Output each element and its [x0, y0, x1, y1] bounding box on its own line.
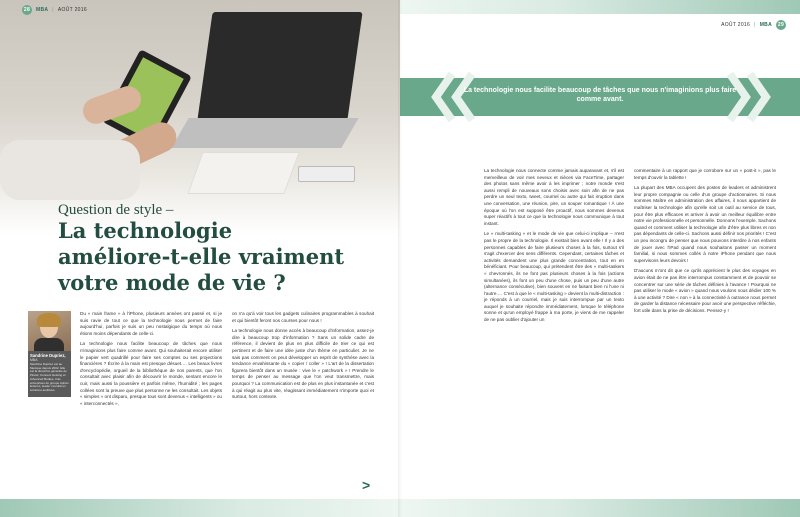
magazine-name: MBA: [759, 22, 772, 28]
spread-gutter: [398, 0, 402, 517]
left-folio: 28 MBA | AOÛT 2016: [23, 7, 87, 13]
right-page: [400, 0, 800, 517]
next-page-arrow-icon[interactable]: >: [362, 477, 371, 493]
left-column-1: Du « main frame » à l'iPhone, plusieurs années ont passé et, si je suis ravie de tout ce que la technologie nous permet de faire aujourd'hui, parfois je suis un peu nostalgique du temps où nous étions moins dépendants de celle-ci. La technologie nous facilite beaucoup de tâches que nous n'imaginions plus faire comme avant. Qui souhaiterait encore utiliser le papier vert quadrillé pour faire ses comptes ou ses projections financières ? Écrire à la main est presque désuet.… Les beaux livres d'encyclopédie, orgueil de la bibliothèque de nos parents, que l'on consultait avec plaisir afin de découvrir le monde, sentant encore le cuir, mais aussi la poussière et parfois même, l'humidité ; les pages collées sont la preuve que plus personne ne les consultait. Les objets « simples » ont disparu, presque tous sont devenus « intelligents » ou « interconnectés »,: [80, 311, 222, 406]
issue-date: AOÛT 2016: [57, 7, 87, 13]
article-kicker: Question de style –: [58, 202, 174, 218]
author-photo: [28, 311, 71, 351]
right-top-band: [400, 0, 800, 14]
right-column-2: commentaire à un rapport que je corrobore sur un « post-it », pas le temps d'ouvrir la tablette ! La plupart des MBA occupent des postes de leaders et administrent leur propre compagnie ou celle d'un groupe d'actionnaires. Si nous sommes Maître en administration des affaires, il nous appartient de maîtriser la technologie afin qu'elle soit un outil au service de tous, pour être plus efficaces et arriver à avoir un meilleur équilibre entre notre vie professionnelle et personnelle. Donnons l'exemple. Sachons quand et comment utiliser la technologie afin d'être plus libres et non pas dépendants de celle-ci. Sachons aussi définir nos priorités ! C'est un peu incongru de penser que nous pouvons interdire à nos enfants de jouer avec l'iPad quand nous souhaitons passer un moment familial, si nous sommes collés à notre iPhone pendant que nous supervisons leurs devoirs ! D'aucuns m'ont dit que ce qu'ils apprécient le plus des voyages en avion était de ne pas être interrompus constamment et de pouvoir se concentrer sur une série de tâches définies à l'avance ! Pourquoi ne pas utiliser le mode « avion » quand nous voulons nous dédier 100 % à une activité ? Dire « non » à la connectivité à outrance nous permet de garder la distance nécessaire pour avoir une perspective réfléchie, fort utile dans la prise de décisions. Pensez-y !: [634, 168, 776, 313]
author-bio: Sandrine Dupriez est au Mexique depuis 2002. Elle est la directrice générale de Pluriel, Connect Hosting et Advanced Bodies, trois entreprises du groupe Aplicio Enteros, leader mondial en solutions auditives.: [30, 362, 69, 392]
magazine-name: MBA: [36, 7, 49, 13]
page-number: 28: [23, 7, 31, 13]
page-number: 29: [777, 22, 785, 28]
article-title: La technologie améliore-t-elle vraiment votre mode de vie ?: [58, 218, 345, 295]
hero-photo: [0, 0, 400, 235]
pull-quote: La technologie nous facilite beaucoup de tâches que nous n'imaginions plus faire comme avant.: [463, 87, 737, 103]
author-role: MBA: [30, 358, 38, 362]
right-folio: AOÛT 2016 | MBA 29: [721, 22, 785, 28]
right-bottom-band: [400, 499, 800, 517]
left-bottom-band: [0, 499, 400, 517]
issue-date: AOÛT 2016: [721, 22, 751, 28]
author-name: Sandrine Dupriez,: [30, 353, 66, 358]
author-box: [28, 351, 71, 397]
right-column-1: La technologie nous connecte comme jamais auparavant et, s'il est merveilleux de voir mes neveux et nièces via FaceTime, partager des photos sans même avoir à les imprimer ; notre monde s'est aussi rempli de nouveaux sons choisis avec soin afin de ne pas perdre un seul texto, tweet, courriel ou autre qui fait irruption dans une conversation, une réunion, pire, un souper romantique ! À une époque où l'on est supposé être proactif, nous sommes devenus super réactifs à tout ce que la technologie nous communique à tout instant. Le « multi-tasking » et le mode de vie que celui-ci implique – n'est pas le propre de la technologie. Il existait bien avant elle ! Il y a des personnes capables de faire plusieurs choses à la fois, surtout s'il s'agit d'exercer des sens différents. Cependant, certaines tâches et activités demandent une plus grande concentration, tout en en bénéficiant. Pour beaucoup, qui prétendent être des « multi-taskers » chevronnés, ils ne font pas plusieurs choses à la fois (actions simultanées), ils font un peu d'une chose, puis un peu d'une autre (alternance consécutive), bien souvent en ne faisant bien ni l'une ni l'autre.… C'est à que le « multi-tasking » devient la multi-distraction : je réponds à un courriel, mais je suis interrompue par un texto auquel je souhaite répondre immédiatement, lorsque le téléphone sonne et qu'un employé frappe à ma porte, je viens de me rappeler de ne pas oublier d'ajouter un: [484, 168, 624, 323]
left-column-2: on n'a qu'à voir tous les gadgets culinaires programmables à souhait et qui bientôt feront nos courses pour nous ! La technologie nous donne accès à beaucoup d'information, assez-je dire à beaucoup trop d'information ? Sans un solide cadre de référence, il devient de plus en plus difficile de trier ce qui est pertinent et de faire une idée juste d'un thème en particulier. Je ne sais pas comment on peut développer un esprit de synthèse avec la tendance envahissante du « copier / coller » ! L'art de la dissertation figurera bientôt dans un musée : vive le « patchwork » ! Prendre le temps de penser au message que l'on veut transmettre, mais pourquoi ? La communication est de plus en plus instantanée et c'est à qui réagit au plus vite, réagissant immédiatement n'importe quoi et surtout, hors contexte.: [232, 311, 374, 400]
